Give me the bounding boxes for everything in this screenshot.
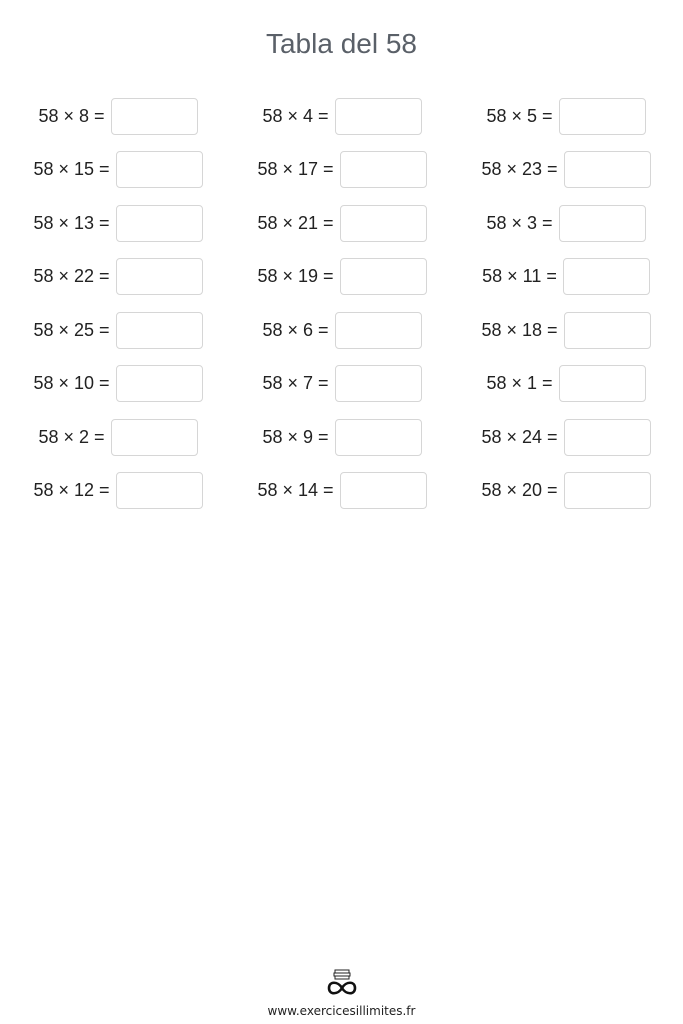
equation-label: 58 × 11 = xyxy=(482,266,557,286)
exercise-item xyxy=(454,311,678,349)
equation-label: 58 × 9 = xyxy=(262,426,329,447)
answer-box[interactable] xyxy=(111,419,198,456)
equation-label: 58 × 22 = xyxy=(33,266,110,286)
website-url[interactable]: www.exercicesillimites.fr xyxy=(267,1004,416,1018)
answer-box[interactable] xyxy=(559,98,646,135)
exercise-item xyxy=(230,472,454,510)
answer-box[interactable] xyxy=(564,472,651,509)
exercise-row xyxy=(0,97,683,135)
answer-box[interactable] xyxy=(116,365,203,402)
exercise-item xyxy=(230,418,454,456)
equation-label: 58 × 23 = xyxy=(481,159,558,179)
exercise-item xyxy=(454,97,678,135)
equation-label: 58 × 13 = xyxy=(33,212,110,233)
exercise-item xyxy=(454,418,678,456)
page-title: Tabla del 58 xyxy=(265,28,417,59)
exercise-row xyxy=(0,151,683,189)
exercise-row xyxy=(0,472,683,510)
answer-box[interactable] xyxy=(116,472,203,509)
equation-label: 58 × 25 = xyxy=(33,319,110,340)
exercise-item xyxy=(454,204,678,242)
exercise-item xyxy=(454,258,678,296)
answer-box[interactable] xyxy=(340,472,427,509)
exercise-item xyxy=(6,151,230,189)
answer-box[interactable] xyxy=(563,258,650,295)
exercise-row xyxy=(0,365,683,403)
equation-label: 58 × 21 = xyxy=(257,212,334,233)
exercise-item xyxy=(454,151,678,189)
answer-box[interactable] xyxy=(340,258,427,295)
exercise-item xyxy=(6,97,230,135)
answer-box[interactable] xyxy=(559,205,646,242)
exercise-item xyxy=(6,365,230,403)
exercise-item xyxy=(230,97,454,135)
answer-box[interactable] xyxy=(340,205,427,242)
equation-label: 58 × 4 = xyxy=(262,105,329,126)
equation-label: 58 × 3 = xyxy=(486,212,553,233)
equation-label: 58 × 8 = xyxy=(38,105,105,126)
exercise-item xyxy=(230,204,454,242)
exercise-row xyxy=(0,204,683,242)
equation-label: 58 × 12 = xyxy=(33,480,110,500)
exercise-item xyxy=(6,311,230,349)
footer xyxy=(0,968,683,1018)
answer-box[interactable] xyxy=(340,151,427,188)
exercise-row xyxy=(0,258,683,296)
answer-box[interactable] xyxy=(116,205,203,242)
exercise-item xyxy=(454,472,678,510)
exercise-grid xyxy=(0,97,683,525)
answer-box[interactable] xyxy=(335,312,422,349)
answer-box[interactable] xyxy=(116,258,203,295)
exercise-row xyxy=(0,418,683,456)
equation-label: 58 × 5 = xyxy=(486,105,553,126)
exercise-item xyxy=(6,258,230,296)
exercise-item xyxy=(230,311,454,349)
answer-box[interactable] xyxy=(559,365,646,402)
equation-label: 58 × 15 = xyxy=(33,159,110,179)
equation-label: 58 × 10 = xyxy=(33,373,110,393)
equation-label: 58 × 24 = xyxy=(481,426,558,447)
answer-box[interactable] xyxy=(335,419,422,456)
equation-label: 58 × 19 = xyxy=(257,266,334,286)
equation-label: 58 × 17 = xyxy=(257,159,334,179)
equation-label: 58 × 14 = xyxy=(257,480,334,500)
equation-label: 58 × 6 = xyxy=(262,319,329,340)
exercise-item xyxy=(230,151,454,189)
equation-label: 58 × 2 = xyxy=(38,426,105,447)
exercise-item xyxy=(6,418,230,456)
equation-label: 58 × 20 = xyxy=(481,480,558,500)
equation-label: 58 × 7 = xyxy=(262,373,329,393)
answer-box[interactable] xyxy=(116,151,203,188)
answer-box[interactable] xyxy=(335,365,422,402)
exercise-row xyxy=(0,311,683,349)
exercise-item xyxy=(6,472,230,510)
answer-box[interactable] xyxy=(116,312,203,349)
equation-label: 58 × 18 = xyxy=(481,319,558,340)
infinity-book-logo-icon xyxy=(324,968,360,998)
exercise-item xyxy=(6,204,230,242)
answer-box[interactable] xyxy=(335,98,422,135)
answer-box[interactable] xyxy=(111,98,198,135)
exercise-item xyxy=(454,365,678,403)
exercise-item xyxy=(230,365,454,403)
exercise-item xyxy=(230,258,454,296)
answer-box[interactable] xyxy=(564,312,651,349)
equation-label: 58 × 1 = xyxy=(486,373,553,393)
answer-box[interactable] xyxy=(564,151,651,188)
answer-box[interactable] xyxy=(564,419,651,456)
